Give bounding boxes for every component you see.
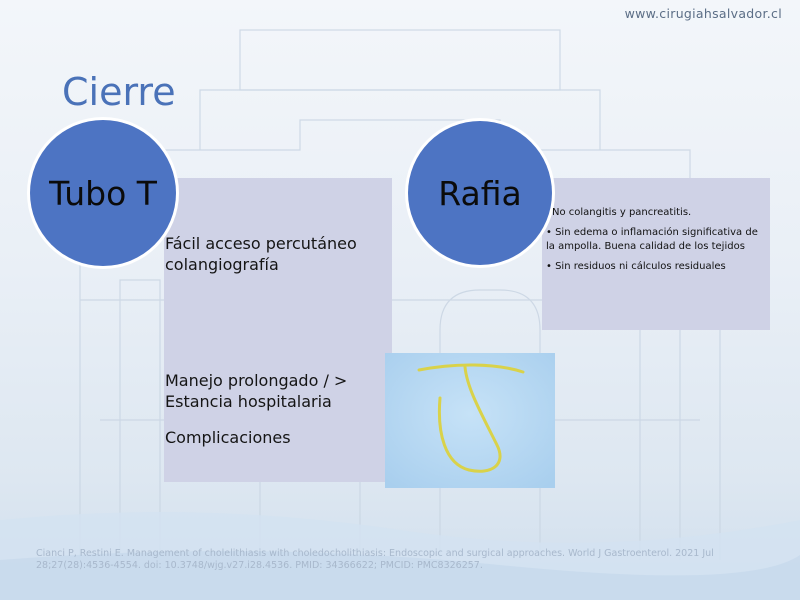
rafia-criterion: No colangitis y pancreatitis. <box>552 207 692 218</box>
tubo-t-circle <box>30 120 176 266</box>
tubo-t-advantage: Fácil acceso percutáneo colangiografía <box>165 234 357 274</box>
t-tube-drawing <box>385 353 555 488</box>
reference-citation: Cianci P, Restini E. Management of cholelithiasis with choledocholithiasis: Endoscopic and surgical approaches. World J Gastroenterol. 2021 Jul 28;27(28):4536-4554. doi: 10.3748/wjg.v27.i28.4536. PMID: 34366622; PMCID: PMC8326257. <box>36 548 714 571</box>
rafia-criterion: • Sin residuos ni cálculos residuales <box>546 261 726 272</box>
tubo-t-complications: Complicaciones <box>165 428 291 447</box>
tubo-t-label: Tubo T <box>49 173 157 213</box>
rafia-label: Rafia <box>438 173 522 213</box>
rafia-criterion: • Sin edema o inflamación significativa de la ampolla. Buena calidad de los tejidos <box>546 227 758 252</box>
rafia-criteria-list <box>546 206 768 280</box>
rafia-circle <box>408 121 552 265</box>
slide-title: Cierre <box>62 70 176 114</box>
website-url: www.cirugiahsalvador.cl <box>624 6 782 21</box>
tubo-t-disadvantage: Manejo prolongado / > Estancia hospitalaria <box>165 371 348 411</box>
t-tube-photo <box>385 353 555 488</box>
